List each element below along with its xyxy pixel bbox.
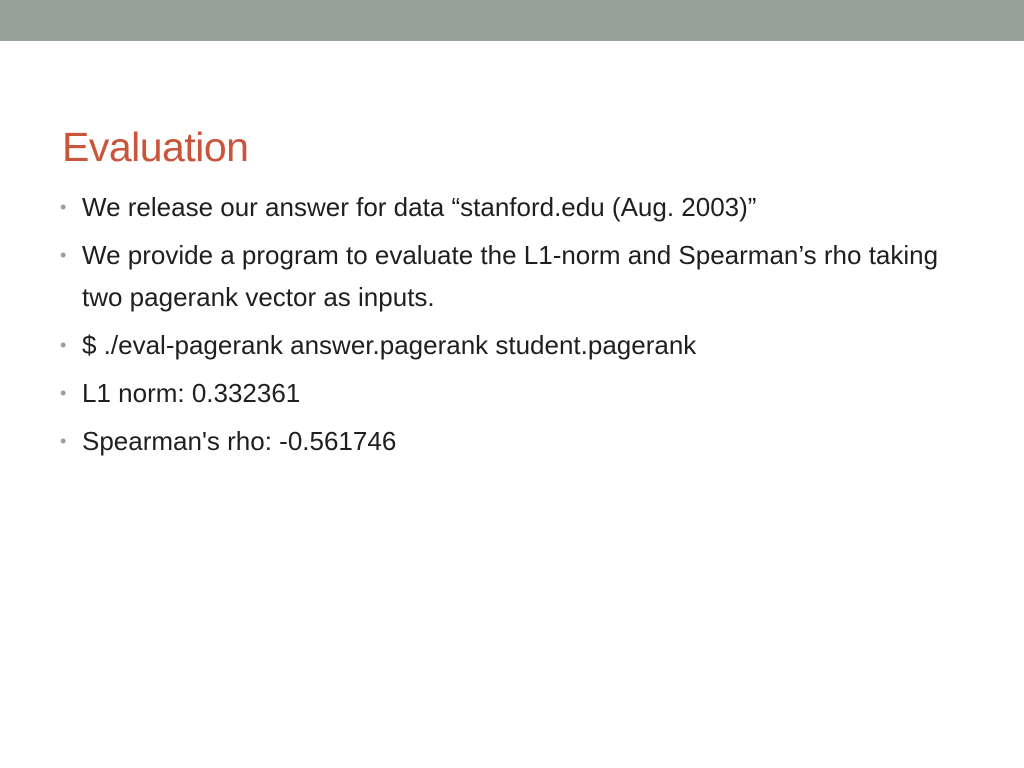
bullet-item: [58, 234, 978, 318]
bullet-item: [58, 372, 978, 414]
bullet-text: We provide a program to evaluate the L1-norm and Spearman’s rho taking two pagerank vector as inputs.: [82, 240, 939, 312]
bullet-item: [58, 420, 978, 462]
bullet-marker: •: [60, 335, 67, 355]
bullet-text: We release our answer for data “stanford.edu (Aug. 2003)”: [82, 192, 757, 222]
bullet-marker: •: [60, 197, 67, 217]
bullet-list: [58, 186, 978, 468]
bullet-marker: •: [60, 431, 67, 451]
top-accent-bar: [0, 0, 1024, 41]
bullet-marker: •: [60, 383, 67, 403]
bullet-marker: •: [60, 245, 67, 265]
bullet-text: L1 norm: 0.332361: [82, 378, 301, 408]
bullet-text: Spearman's rho: -0.561746: [82, 426, 397, 456]
bullet-item: [58, 324, 978, 366]
slide-title: Evaluation: [62, 124, 249, 170]
bullet-item: [58, 186, 978, 228]
bullet-text: $ ./eval-pagerank answer.pagerank student.pagerank: [82, 330, 697, 360]
